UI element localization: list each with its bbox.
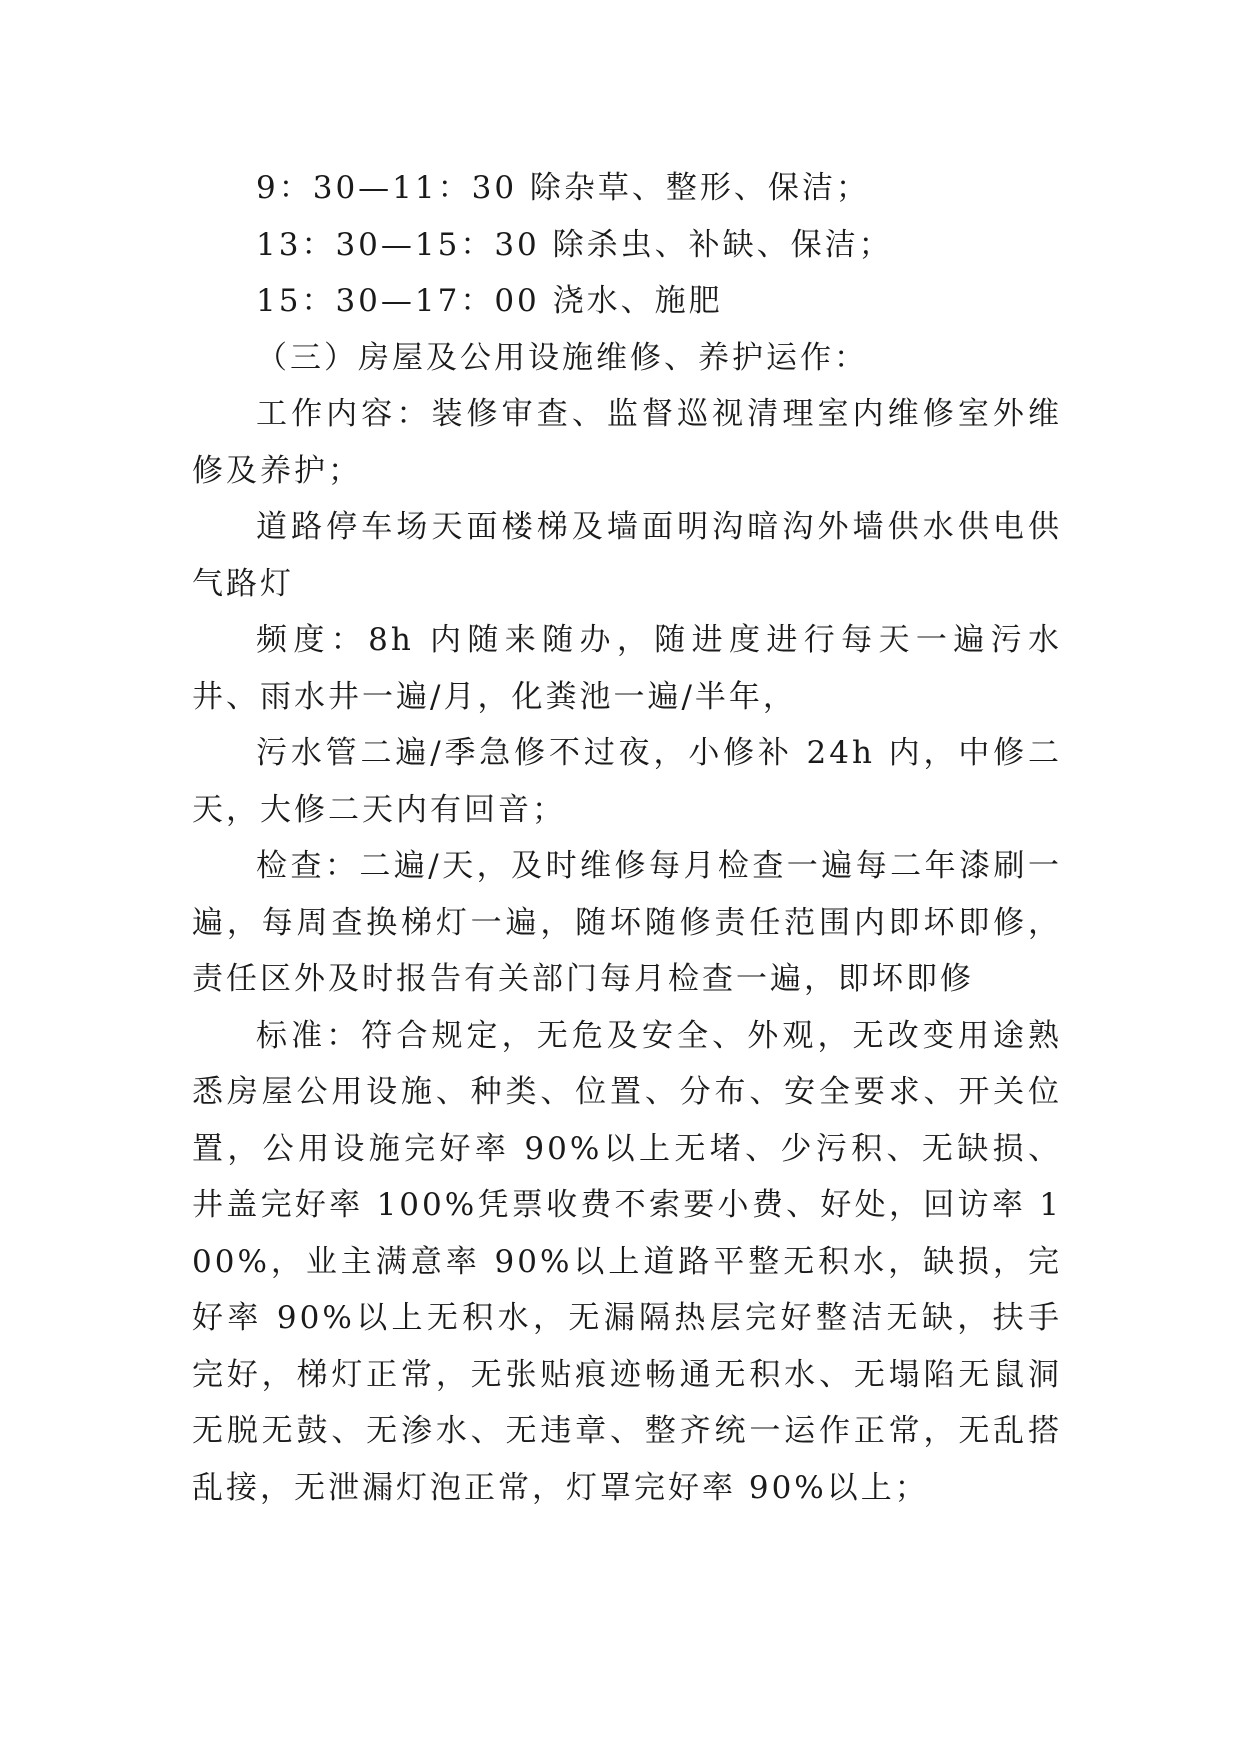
paragraph-frequency: 频度：8h 内随来随办，随进度进行每天一遍污水井、雨水井一遍/月，化粪池一遍/半年， bbox=[192, 622, 1062, 715]
paragraph-repair-time: 污水管二遍/季急修不过夜，小修补 24h 内，中修二天，大修二天内有回音； bbox=[192, 735, 1062, 828]
paragraph-facilities: 道路停车场天面楼梯及墙面明沟暗沟外墙供水供电供气路灯 bbox=[192, 509, 1062, 602]
paragraph-standards: 标准：符合规定，无危及安全、外观，无改变用途熟悉房屋公用设施、种类、位置、分布、安全要求、开关位置，公用设施完好率 90%以上无堵、少污积、无缺损、井盖完好率 100%凭票收费不索要小费、好处，回访率 100%，业主满意率 90%以上道路平整无积水，缺损，完好率 90%以上无积水，无漏隔热层完好整洁无缺，扶手完好，梯灯正常，无张贴痕迹畅通无积水、无塌陷无鼠洞无脱无鼓、无渗水、无违章、整齐统一运作正常，无乱搭乱接，无泄漏灯泡正常，灯罩完好率 90%以上； bbox=[192, 1017, 1062, 1506]
paragraph-work-content: 工作内容：装修审查、监督巡视清理室内维修室外维修及养护； bbox=[192, 396, 1062, 489]
paragraph-schedule-2: 13：30—15：30 除杀虫、补缺、保洁； bbox=[256, 226, 893, 263]
paragraph-schedule-1: 9：30—11：30 除杂草、整形、保洁； bbox=[256, 170, 870, 206]
document-body bbox=[192, 160, 1062, 1516]
paragraph-schedule-3: 15：30—17：00 浇水、施肥 bbox=[256, 283, 723, 319]
paragraph-inspection: 检查：二遍/天，及时维修每月检查一遍每二年漆刷一遍，每周查换梯灯一遍，随坏随修责任范围内即坏即修，责任区外及时报告有关部门每月检查一遍，即坏即修 bbox=[192, 848, 1062, 997]
section-heading: （三）房屋及公用设施维修、养护运作： bbox=[256, 339, 868, 376]
